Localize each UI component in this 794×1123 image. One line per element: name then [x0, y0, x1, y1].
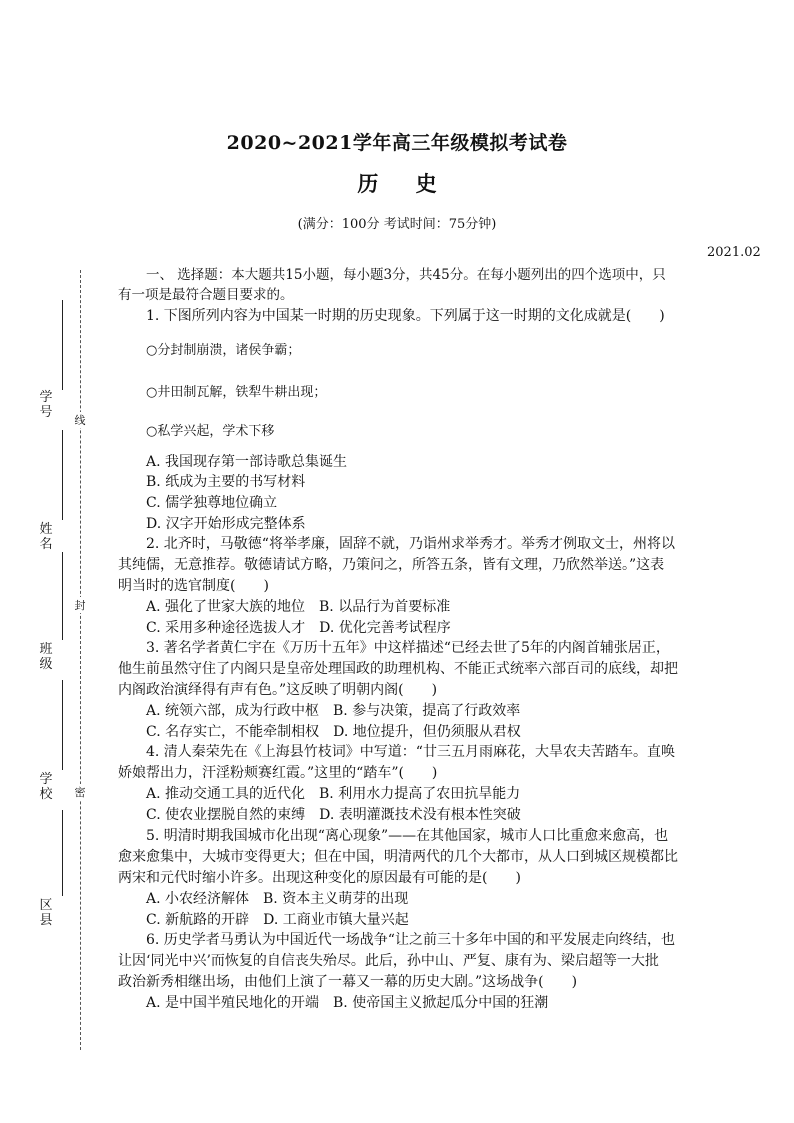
q3-text-line: 3. 著名学者黄仁宇在《万历十五年》中这样描述“已经去世了5年的内阁首辅张居正， [146, 640, 670, 656]
field-district-label: 区县 [39, 898, 53, 928]
q4-text-line: 4. 清人秦荣先在《上海县竹枝词》中写道：“廿三五月雨麻花，大旱农夫苦踏车。直唤 [146, 744, 675, 760]
seal-mark-line: 线 [74, 414, 86, 427]
q2-options-row[interactable]: A. 强化了世家大族的地位 B. 以品行为首要标准 [146, 599, 451, 615]
q6-options-row[interactable]: A. 是中国半殖民地化的开端 B. 使帝国主义掀起瓜分中国的狂潮 [146, 995, 549, 1011]
q1-option-b[interactable]: B. 纸成为主要的书写材料 [146, 474, 306, 490]
q5-text-line: 5. 明清时期我国城市化出现“离心现象”——在其他国家，城市人口比重愈来愈高，也 [146, 828, 669, 844]
q2-text-line: 2. 北齐时，马敬德“将举孝廉，固辞不就，乃诣州求举秀才。举秀才例取文士，州将以 [146, 536, 675, 552]
binding-dashed-line [80, 270, 81, 1050]
exam-date: 2021.02 [707, 245, 761, 260]
score-info: (满分：100分 考试时间：75分钟) [297, 217, 497, 232]
q2-text-line: 明当时的选官制度( ) [118, 578, 269, 594]
q2-text-line: 其纯儒，无意推荐。敬德请试方略，乃策问之，所答五条，皆有文理，乃欣然举送。”这表 [118, 557, 665, 573]
q1-stem: 1. 下图所列内容为中国某一时期的历史现象。下列属于这一时期的文化成就是( ) [146, 308, 665, 324]
q1-option-c[interactable]: C. 儒学独尊地位确立 [146, 495, 278, 511]
field-student-number-blank[interactable] [62, 300, 63, 390]
q1-item: ○分封制崩溃，诸侯争霸； [146, 343, 301, 358]
field-name-blank[interactable] [62, 430, 63, 520]
field-student-number-label: 学号 [39, 390, 53, 420]
q3-text-line: 内阁政治演绎得有声有色。”这反映了明朝内阁( ) [118, 682, 438, 698]
q3-options-row[interactable]: A. 统领六部，成为行政中枢 B. 参与决策，提高了行政效率 [146, 703, 521, 719]
q1-item: ○私学兴起，学术下移 [146, 424, 275, 439]
q3-options-row[interactable]: C. 名存实亡，不能牵制相权 D. 地位提升，但仍须服从君权 [146, 724, 521, 740]
q4-options-row[interactable]: C. 使农业摆脱自然的束缚 D. 表明灌溉技术没有根本性突破 [146, 807, 521, 823]
q3-text-line: 他生前虽然守住了内阁只是皇帝处理国政的助理机构、不能正式统率六部百司的底线，却把 [118, 661, 678, 677]
field-school-label: 学校 [39, 772, 53, 802]
q6-text-line: 让因‘同光中兴’而恢复的自信丧失殆尽。此后，孙中山、严复、康有为、梁启超等一大批 [118, 953, 659, 969]
field-school-blank[interactable] [62, 680, 63, 770]
q4-text-line: 娇娘帮出力，汗淫粉颊赛红霞。”这里的“踏车”( ) [118, 765, 438, 781]
q1-item: ○井田制瓦解，铁犁牛耕出现； [146, 385, 327, 400]
q5-text-line: 愈来愈集中，大城市变得更大；但在中国，明清两代的几个大都市，从人口到城区规模都比 [118, 849, 678, 865]
seal-mark-seal: 封 [74, 599, 86, 612]
field-name-label: 姓名 [39, 522, 53, 552]
q5-options-row[interactable]: C. 新航路的开辟 D. 工商业市镇大量兴起 [146, 912, 409, 928]
q1-option-d[interactable]: D. 汉字开始形成完整体系 [146, 516, 306, 532]
q1-option-a[interactable]: A. 我国现存第一部诗歌总集诞生 [146, 454, 348, 470]
q6-text-line: 6. 历史学者马勇认为中国近代一场战争“让之前三十多年中国的和平发展走向终结，也 [146, 932, 675, 948]
subject-title: 历 史 [357, 171, 437, 196]
seal-mark-secret: 密 [74, 786, 86, 799]
field-district-blank[interactable] [62, 810, 63, 896]
q2-options-row[interactable]: C. 采用多种途径选拔人才 D. 优化完善考试程序 [146, 620, 451, 636]
q5-options-row[interactable]: A. 小农经济解体 B. 资本主义萌芽的出现 [146, 891, 409, 907]
exam-title: 2020~2021学年高三年级模拟考试卷 [226, 132, 568, 154]
field-class-blank[interactable] [62, 552, 63, 640]
q5-text-line: 两宋和元代时缩小许多。出现这种变化的原因最有可能的是( ) [118, 870, 521, 886]
section-heading: 一、 选择题：本大题共15小题，每小题3分，共45分。在每小题列出的四个选项中，只有一项是最符合题目要求的。 [118, 267, 666, 303]
q4-options-row[interactable]: A. 推动交通工具的近代化 B. 利用水力提高了农田抗旱能力 [146, 786, 521, 802]
q6-text-line: 政治新秀相继出场，由他们上演了一幕又一幕的历史大剧。”这场战争( ) [118, 974, 578, 990]
field-class-label: 班级 [39, 642, 53, 672]
